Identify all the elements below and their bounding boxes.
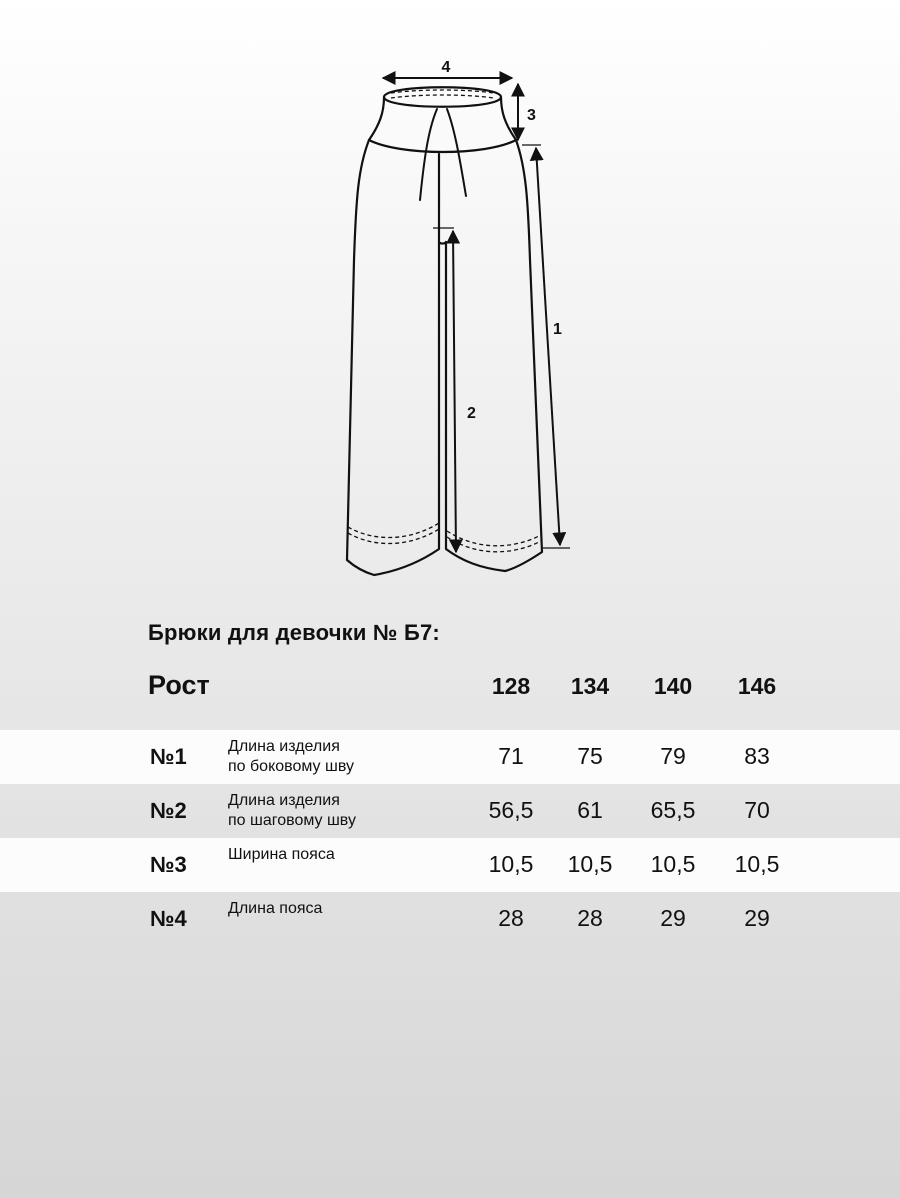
row-number: №2	[150, 798, 187, 823]
measure-1	[522, 145, 570, 548]
measure-4-label: 4	[441, 59, 451, 76]
value-cell: 28	[577, 905, 603, 931]
measure-1-label: 1	[553, 321, 562, 338]
pants-outline	[347, 87, 542, 575]
row-number: №1	[150, 744, 187, 769]
measure-3-label: 3	[527, 107, 536, 124]
value-cell: 10,5	[734, 851, 780, 877]
table-row	[0, 892, 900, 946]
size-header-cell: 128	[491, 673, 531, 699]
row-description: Ширина пояса	[228, 846, 335, 863]
value-cell: 10,5	[488, 851, 534, 877]
table-row	[0, 838, 900, 892]
measure-2-label: 2	[467, 405, 476, 422]
value-cell: 65,5	[650, 797, 696, 823]
table-title: Брюки для девочки № Б7:	[148, 620, 440, 645]
value-cell: 70	[744, 797, 770, 823]
value-cell: 28	[498, 905, 524, 931]
value-cell: 29	[660, 905, 686, 931]
value-cell: 61	[577, 797, 603, 823]
value-cell: 56,5	[488, 797, 534, 823]
size-header-row	[0, 668, 900, 708]
size-header-cell: 140	[653, 673, 693, 699]
drawstring	[420, 109, 466, 200]
value-cell: 71	[498, 743, 524, 769]
measure-4	[383, 59, 512, 78]
row-number: №3	[150, 852, 187, 877]
table-row	[0, 784, 900, 838]
height-label: Рост	[148, 670, 210, 700]
hem-stitching	[348, 90, 541, 552]
table-row	[0, 730, 900, 784]
row-description: Длина пояса	[228, 900, 323, 917]
value-cell: 10,5	[567, 851, 613, 877]
value-cell: 29	[744, 905, 770, 931]
row-description: Длина изделия по боковому шву	[228, 738, 354, 775]
value-cell: 79	[660, 743, 686, 769]
size-header-cell: 146	[737, 673, 777, 699]
value-cell: 75	[577, 743, 603, 769]
value-cell: 10,5	[650, 851, 696, 877]
row-description: Длина изделия по шаговому шву	[228, 792, 356, 829]
measure-3	[518, 84, 536, 140]
size-header-cell: 134	[570, 673, 610, 699]
row-number: №4	[150, 906, 187, 931]
value-cell: 83	[744, 743, 770, 769]
